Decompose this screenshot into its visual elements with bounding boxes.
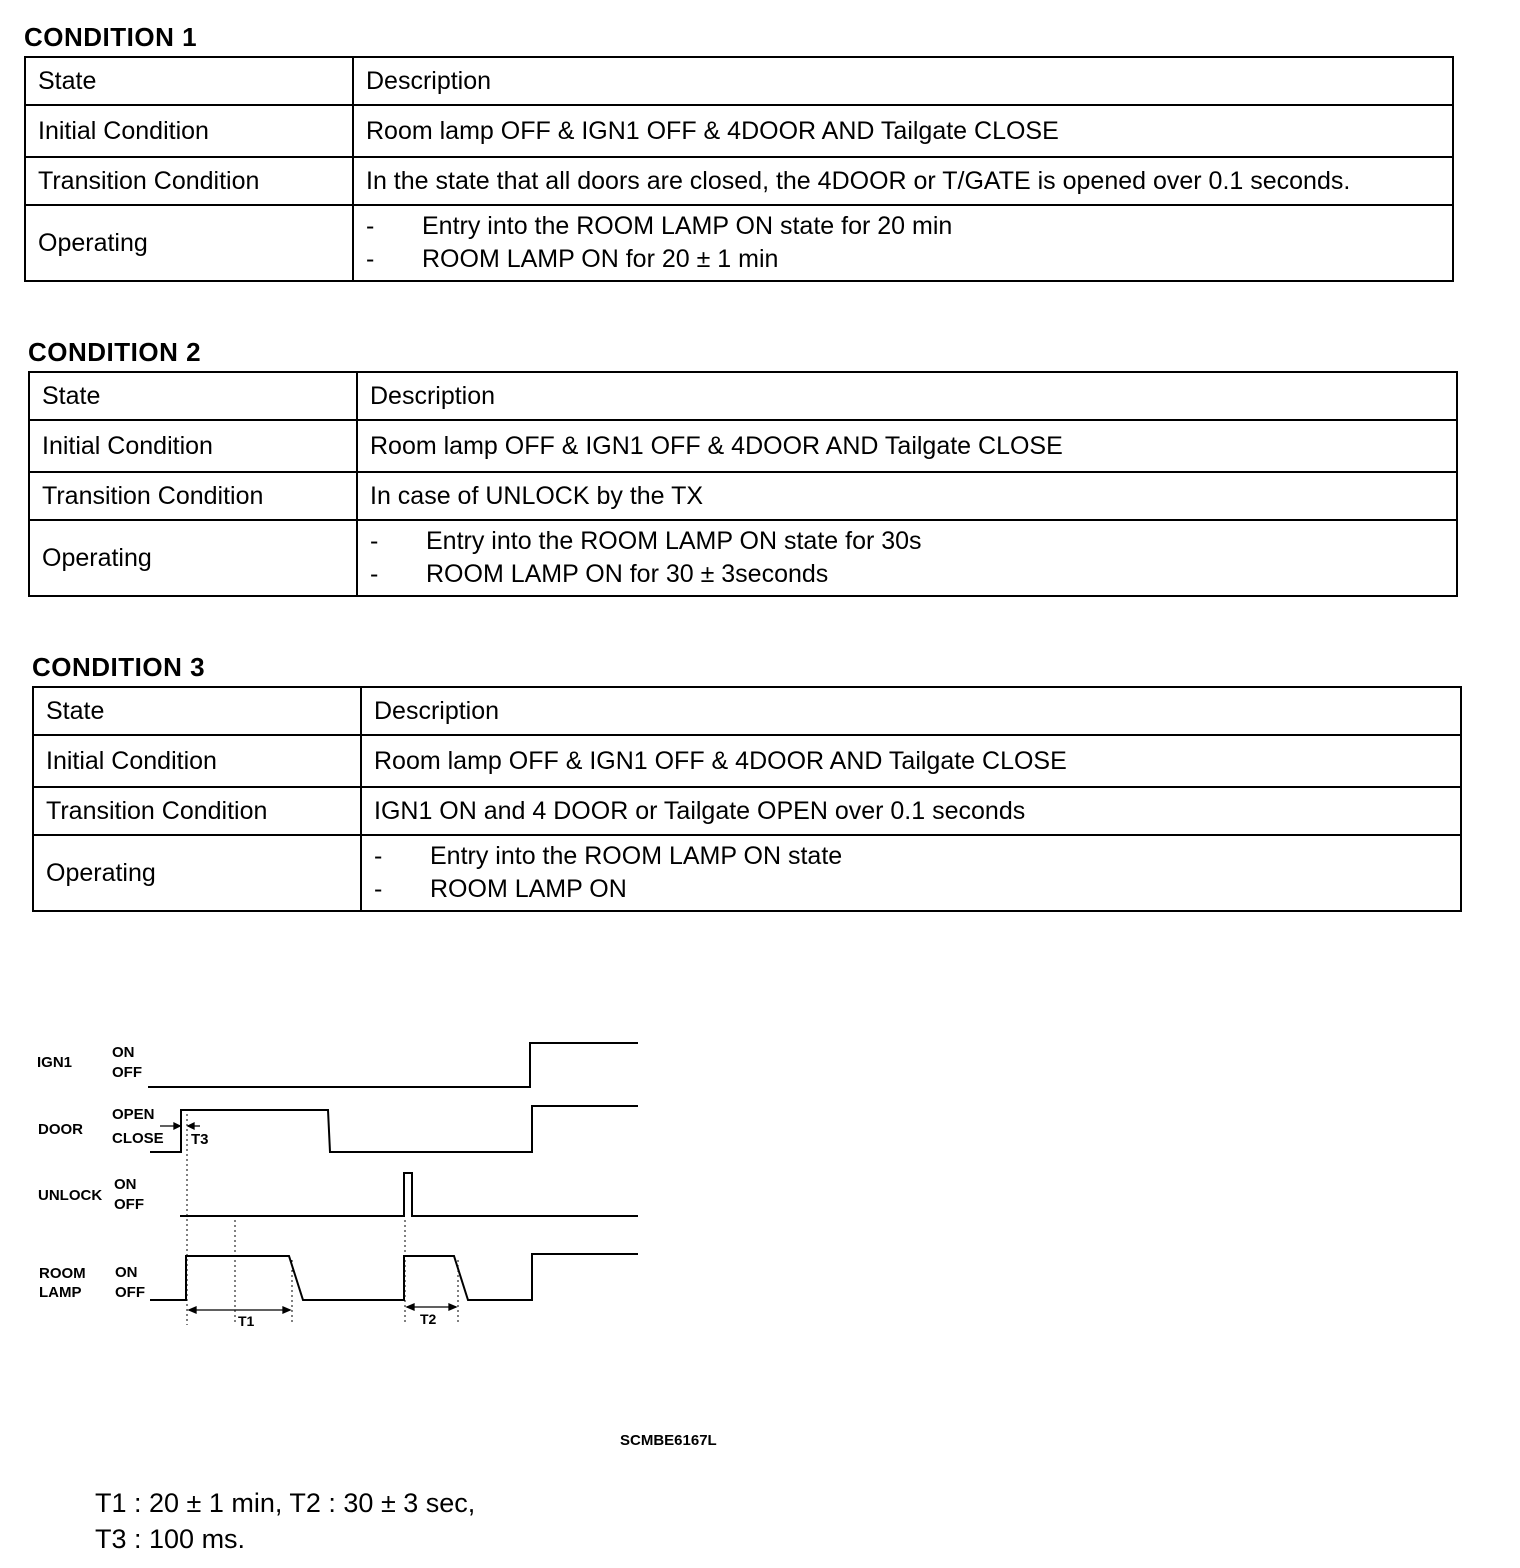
- ign1-high-label: ON: [112, 1044, 135, 1061]
- initial-condition-label: Initial Condition: [25, 105, 353, 157]
- transition-condition-value: IGN1 ON and 4 DOOR or Tailgate OPEN over 0.1 seconds: [361, 787, 1461, 835]
- table-row: [25, 157, 1453, 205]
- room-lamp-waveform: [150, 1254, 638, 1300]
- t1-label: T1: [238, 1313, 255, 1329]
- figure-code: SCMBE6167L: [620, 1432, 717, 1449]
- condition-1-table: [24, 56, 1454, 282]
- table-row: [33, 835, 1461, 911]
- condition-2-table: [28, 371, 1458, 597]
- table-row: [29, 520, 1457, 596]
- room-label: ROOM: [39, 1265, 86, 1282]
- door-high-label: OPEN: [112, 1106, 155, 1123]
- table-row: [33, 735, 1461, 787]
- table-row: [25, 105, 1453, 157]
- state-header: State: [33, 687, 361, 735]
- operating-value: [361, 835, 1461, 911]
- table-row: [29, 472, 1457, 520]
- operating-line: - Entry into the ROOM LAMP ON state for 30s: [370, 527, 922, 555]
- operating-label: Operating: [29, 520, 357, 596]
- operating-line: - ROOM LAMP ON for 30 ± 3seconds: [370, 560, 829, 588]
- lamp-label: LAMP: [39, 1284, 82, 1301]
- operating-label: Operating: [33, 835, 361, 911]
- table-row: [25, 205, 1453, 281]
- operating-line: - Entry into the ROOM LAMP ON state for 20 min: [366, 212, 953, 240]
- initial-condition-label: Initial Condition: [29, 420, 357, 472]
- initial-condition-value: Room lamp OFF & IGN1 OFF & 4DOOR AND Tailgate CLOSE: [361, 735, 1461, 787]
- initial-condition-value: Room lamp OFF & IGN1 OFF & 4DOOR AND Tailgate CLOSE: [353, 105, 1453, 157]
- operating-value: [357, 520, 1457, 596]
- table-row: [33, 687, 1461, 735]
- table-row: [29, 420, 1457, 472]
- transition-condition-label: Transition Condition: [33, 787, 361, 835]
- transition-condition-value: In case of UNLOCK by the TX: [357, 472, 1457, 520]
- table-row: [33, 787, 1461, 835]
- operating-line: - Entry into the ROOM LAMP ON state: [374, 842, 843, 870]
- timing-notes: [95, 1485, 475, 1557]
- unlock-high-label: ON: [114, 1176, 137, 1193]
- table-row: [25, 57, 1453, 105]
- condition-1-title: CONDITION 1: [24, 22, 198, 52]
- operating-line: - ROOM LAMP ON for 20 ± 1 min: [366, 245, 779, 273]
- condition-3-title: CONDITION 3: [32, 652, 206, 682]
- unlock-label: UNLOCK: [38, 1187, 103, 1204]
- timing-diagram: [0, 1020, 700, 1350]
- room-lamp-high-label: ON: [115, 1264, 138, 1281]
- ign1-label: IGN1: [37, 1054, 73, 1071]
- state-header: State: [25, 57, 353, 105]
- table-row: [29, 372, 1457, 420]
- operating-line: - ROOM LAMP ON: [374, 875, 627, 903]
- door-label: DOOR: [38, 1121, 83, 1138]
- transition-condition-label: Transition Condition: [29, 472, 357, 520]
- operating-value: [353, 205, 1453, 281]
- initial-condition-label: Initial Condition: [33, 735, 361, 787]
- ign1-waveform: [148, 1043, 638, 1087]
- unlock-waveform: [180, 1173, 638, 1216]
- t2-label: T2: [420, 1311, 437, 1327]
- condition-3-table: [32, 686, 1462, 912]
- description-header: Description: [353, 57, 1453, 105]
- state-header: State: [29, 372, 357, 420]
- transition-condition-label: Transition Condition: [25, 157, 353, 205]
- description-header: Description: [357, 372, 1457, 420]
- door-waveform: [150, 1106, 638, 1152]
- unlock-low-label: OFF: [114, 1196, 144, 1213]
- transition-condition-value: In the state that all doors are closed, the 4DOOR or T/GATE is opened over 0.1 seconds.: [353, 157, 1453, 205]
- notes-line-2: T3 : 100 ms.: [95, 1524, 246, 1554]
- initial-condition-value: Room lamp OFF & IGN1 OFF & 4DOOR AND Tailgate CLOSE: [357, 420, 1457, 472]
- condition-2-title: CONDITION 2: [28, 337, 202, 367]
- description-header: Description: [361, 687, 1461, 735]
- notes-line-1: T1 : 20 ± 1 min, T2 : 30 ± 3 sec,: [95, 1488, 476, 1518]
- operating-label: Operating: [25, 205, 353, 281]
- room-lamp-low-label: OFF: [115, 1284, 145, 1301]
- ign1-low-label: OFF: [112, 1064, 142, 1081]
- t3-label: T3: [191, 1131, 209, 1148]
- door-low-label: CLOSE: [112, 1130, 164, 1147]
